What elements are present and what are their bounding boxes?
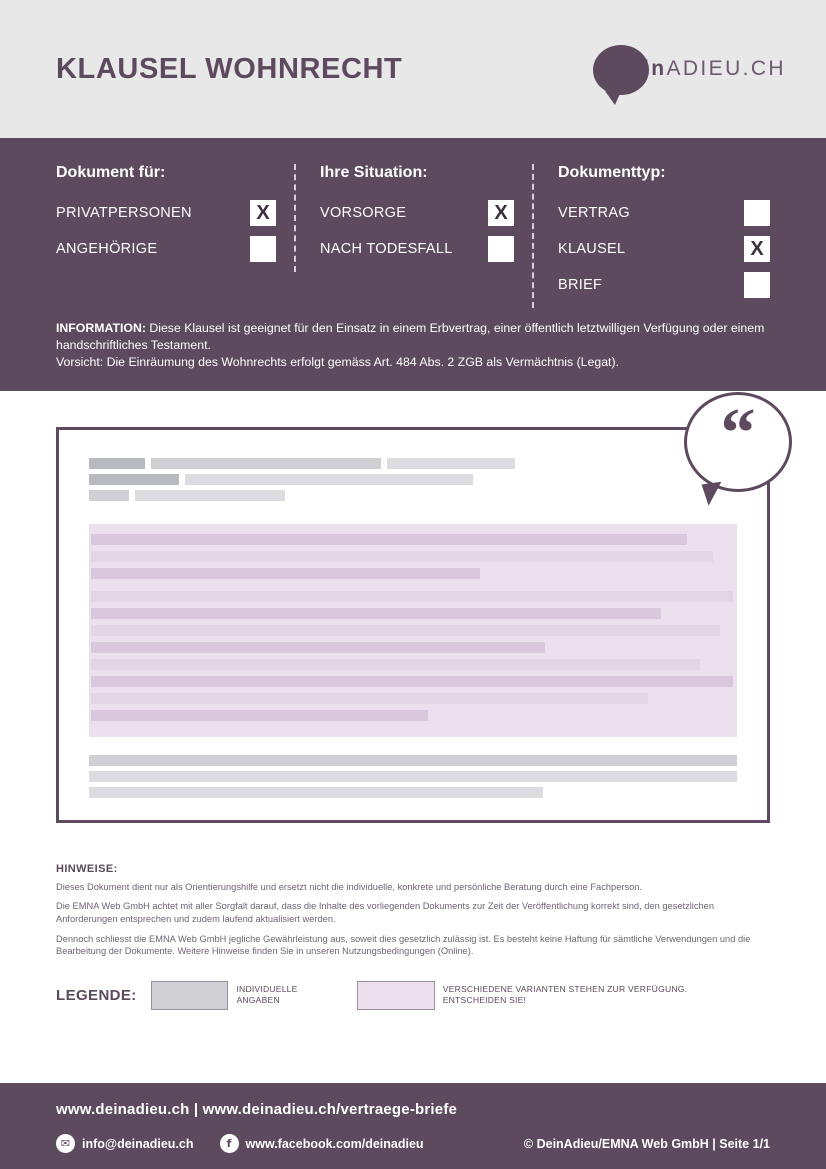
information-label: INFORMATION: [56,321,146,335]
quote-mark: “ [720,394,756,472]
legend-text-individual: INDIVIDUELLE ANGABEN [236,983,298,1006]
footer-links[interactable]: www.deinadieu.ch | www.deinadieu.ch/vertraege-briefe [56,1101,458,1118]
checkbox-klausel[interactable]: X [744,236,770,262]
legend-section [0,965,826,1010]
preview-line [91,568,480,579]
option-label: BRIEF [558,277,603,293]
preview-line [89,771,737,782]
preview-line [91,625,720,636]
preview-line [91,591,733,602]
preview-line [91,642,545,653]
brand-logo-text [593,57,786,81]
column-title: Dokument für: [56,164,166,181]
brand-name-light: ADIEU.CH [666,57,786,80]
legend-swatch-individual [151,981,229,1010]
brand-name-bold: Dein [611,57,667,80]
preview-line [89,458,145,469]
quote-bubble-icon [684,392,792,492]
legend-title: LEGENDE: [56,986,137,1004]
hinweise-title: HINWEISE: [56,862,118,875]
page-footer [0,1083,826,1169]
hinweise-paragraph-3: Dennoch schliesst die EMNA Web GmbH jegliche Gewährleistung aus, soweit dies gesetzlich zulässig ist. Es besteht keine Haftung für sämtliche Verwendungen und die Bearbeitung der Dokumente. Weitere Hinweise finden Sie in unseren Nutzungsbedingungen (Online). [56,933,751,957]
option-row[interactable] [320,200,514,226]
hinweise-section [0,823,826,958]
document-preview-frame [56,427,770,823]
preview-line [91,534,687,545]
checkbox-angehoerige[interactable] [250,236,276,262]
option-row[interactable] [56,200,276,226]
preview-line [89,474,179,485]
page-header [0,0,826,138]
footer-copyright: © DeinAdieu/EMNA Web GmbH | Seite 1/1 [523,1136,770,1151]
option-label: VORSORGE [320,205,407,221]
information-text-2: Vorsicht: Die Einräumung des Wohnrechts erfolgt gemäss Art. 484 Abs. 2 ZGB als Vermächtnis (Legat). [56,354,619,369]
hinweise-paragraph-2: Die EMNA Web GmbH achtet mit aller Sorgfalt darauf, dass die Inhalte des vorliegenden Dokuments zur Zeit der Veröffentlichung korrekt sind, den gesetzlichen Anforderungen entsprechen und zudem laufend aktualisiert werden. [56,901,715,924]
brand-logo [593,57,786,81]
preview-line [91,693,648,704]
column-title: Dokumenttyp: [558,164,666,181]
option-row[interactable] [558,272,770,298]
preview-line [89,490,129,501]
option-row[interactable] [558,200,770,226]
preview-line [387,458,515,469]
preview-variant-box [89,524,737,737]
checkbox-nach-todesfall[interactable] [488,236,514,262]
document-preview-wrapper [0,391,826,823]
information-text-1: Diese Klausel ist geeignet für den Einsatz in einem Erbvertrag, einer öffentlich letztwilligen Verfügung oder einem handschriftliches Testament. [56,321,765,352]
preview-block-top [89,458,737,506]
preview-line [91,659,700,670]
hinweise-paragraph-1: Dieses Dokument dient nur als Orientierungshilfe und ersetzt nicht die individuelle, konkrete und persönliche Beratung durch eine Fachperson. [56,881,643,892]
option-row[interactable] [320,236,514,262]
checkbox-vertrag[interactable] [744,200,770,226]
selector-column-document-type [532,164,770,308]
preview-line [185,474,473,485]
selector-band [0,138,826,391]
footer-email[interactable] [56,1134,194,1153]
preview-line [135,490,285,501]
checkbox-vorsorge[interactable]: X [488,200,514,226]
selector-column-document-for [56,164,294,272]
option-label: PRIVATPERSONEN [56,205,192,221]
option-label: ANGEHÖRIGE [56,241,158,257]
option-label: VERTRAG [558,205,630,221]
option-row[interactable] [558,236,770,262]
footer-email-text: info@deinadieu.ch [82,1136,194,1151]
legend-swatch-variants [357,981,435,1010]
legend-text-variants: VERSCHIEDENE VARIANTEN STEHEN ZUR VERFÜGUNG. ENTSCHEIDEN SIE! [442,983,688,1006]
option-row[interactable] [56,236,276,262]
preview-line [91,551,713,562]
preview-line [91,710,428,721]
checkbox-privatpersonen[interactable]: X [250,200,276,226]
page-title: KLAUSEL WOHNRECHT [56,52,403,85]
footer-facebook[interactable] [220,1134,424,1153]
column-title: Ihre Situation: [320,164,428,181]
mail-icon: ✉ [56,1134,75,1153]
preview-line [89,787,543,798]
preview-line [91,676,733,687]
preview-line [89,755,737,766]
preview-block-bottom [89,755,737,798]
facebook-icon: f [220,1134,239,1153]
selector-column-situation [294,164,532,272]
preview-line [91,608,661,619]
checkbox-brief[interactable] [744,272,770,298]
option-label: KLAUSEL [558,241,626,257]
option-label: NACH TODESFALL [320,241,453,257]
footer-facebook-text: www.facebook.com/deinadieu [245,1136,424,1151]
information-note [56,320,770,371]
preview-line [151,458,381,469]
